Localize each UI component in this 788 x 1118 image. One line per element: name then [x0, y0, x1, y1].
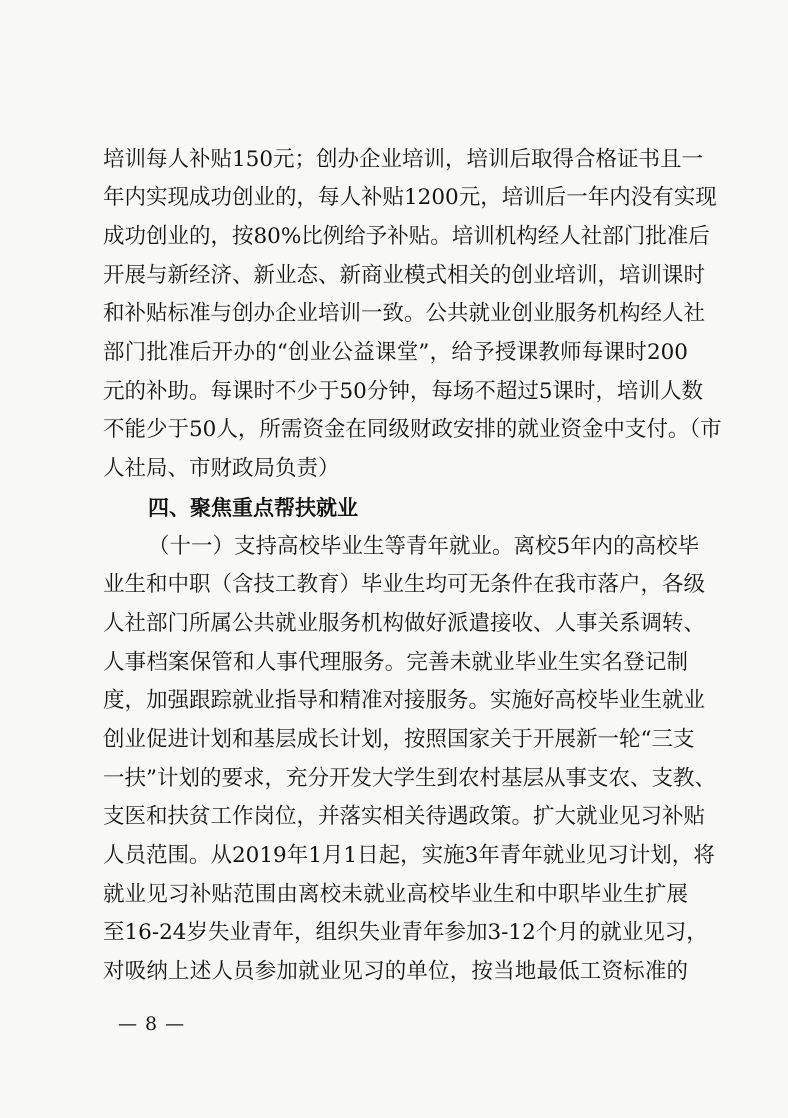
text-line: 部门批准后开办的“创业公益课堂”，给予授课教师每课时200 [103, 340, 688, 365]
paragraph-line: 人社部门所属公共就业服务机构做好派遣接收、人事关系调转、 [103, 611, 706, 636]
text-line: 元的补助。每课时不少于50分钟，每场不超过5课时，培训人数 [103, 379, 704, 404]
paragraph-line: 至16-24岁失业青年，组织失业青年参加3-12个月的就业见习， [103, 920, 708, 945]
page-number: — 8 — [118, 1013, 186, 1035]
paragraph-line: 就业见习补贴范围由离校未就业高校毕业生和中职毕业生扩展 [103, 882, 688, 907]
paragraph-line: 一扶”计划的要求，充分开发大学生到农村基层从事支农、支教、 [103, 766, 716, 791]
paragraph-line: 创业促进计划和基层成长计划，按照国家关于开展新一轮“三支 [103, 727, 695, 752]
paragraph-line: 人员范围。从2019年1月1日起，实施3年青年就业见习计划，将 [103, 843, 715, 868]
section-heading: 四、聚焦重点帮扶就业 [148, 496, 358, 520]
text-line: 开展与新经济、新业态、新商业模式相关的创业培训，培训课时 [103, 263, 706, 288]
text-line: 人社局、市财政局负责） [103, 456, 340, 481]
text-line: 不能少于50人，所需资金在同级财政安排的就业资金中支付。（市 [103, 417, 722, 442]
paragraph-line: 支医和扶贫工作岗位，并落实相关待遇政策。扩大就业见习补贴 [103, 804, 706, 829]
paragraph-line: 业生和中职（含技工教育）毕业生均可无条件在我市落户，各级 [103, 572, 706, 597]
paragraph-line: （十一）支持高校毕业生等青年就业。离校5年内的高校毕 [148, 534, 700, 559]
text-line: 和补贴标准与创办企业培训一致。公共就业创业服务机构经人社 [103, 301, 706, 326]
text-line: 年内实现成功创业的，每人补贴1200元，培训后一年内没有实现 [103, 185, 717, 210]
paragraph-line: 对吸纳上述人员参加就业见习的单位，按当地最低工资标准的 [103, 959, 688, 984]
paragraph-line: 人事档案保管和人事代理服务。完善未就业毕业生实名登记制 [103, 650, 688, 675]
text-line: 培训每人补贴150元；创办企业培训，培训后取得合格证书且一 [103, 147, 704, 172]
paragraph-line: 度，加强跟踪就业指导和精准对接服务。实施好高校毕业生就业 [103, 688, 706, 713]
text-line: 成功创业的，按80%比例给予补贴。培训机构经人社部门批准后 [103, 224, 710, 249]
